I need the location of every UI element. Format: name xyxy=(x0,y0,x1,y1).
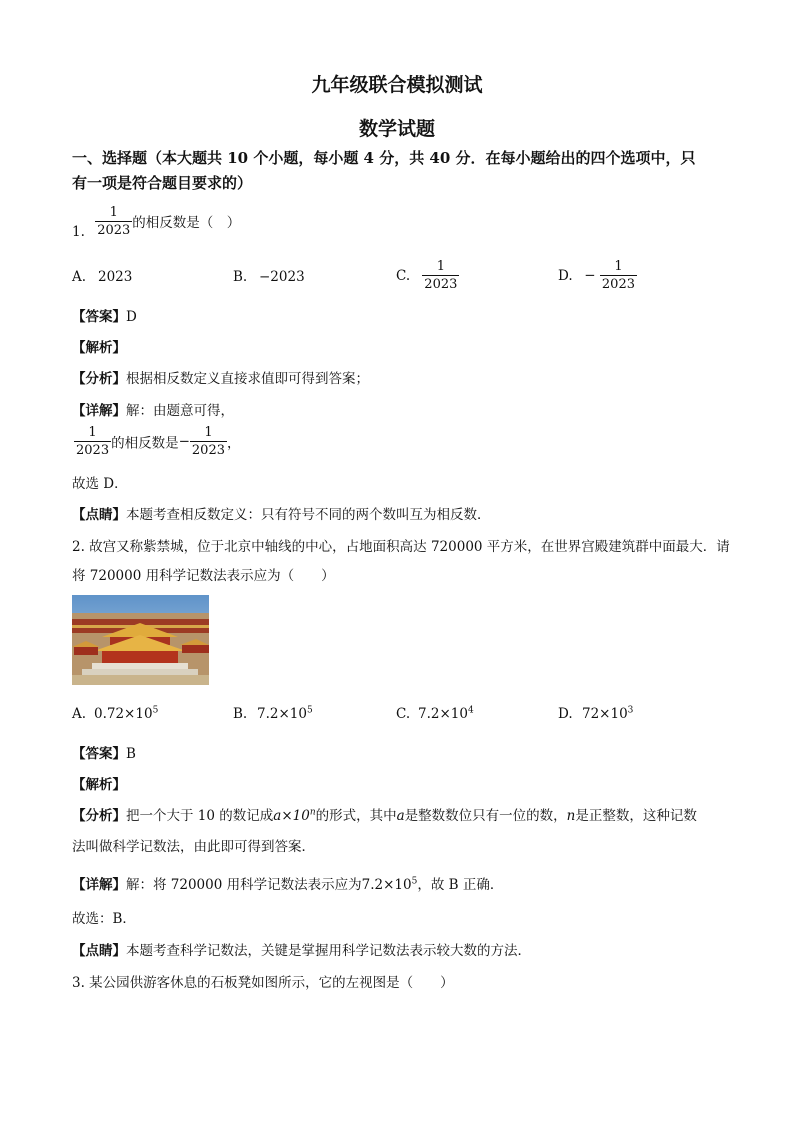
fraction-numerator: 1 xyxy=(614,259,623,274)
page-title: 九年级联合模拟测试 xyxy=(311,74,483,96)
xiangjie-value: 7.2×10 xyxy=(361,877,412,893)
analysis-line xyxy=(72,336,126,356)
option-d xyxy=(558,258,637,293)
fenxi-text: 是整数数位只有一位的数， xyxy=(404,808,567,824)
question-2-stem: 2. 故宫又称紫禁城，位于北京中轴线的中心，占地面积高达 720000 平方米，在世界宫殿建筑群中面最大．请 xyxy=(72,539,730,555)
question-2-stem-cont: 将 720000 用科学记数法表示应为（ ） xyxy=(72,568,335,584)
variable-a: a xyxy=(396,808,405,824)
question-stem-text: 的相反数是（ ） xyxy=(132,215,241,231)
xiangjie-text: 解：由题意可得， xyxy=(126,403,234,419)
option-c xyxy=(396,258,459,293)
fraction-denominator: 2023 xyxy=(191,443,225,458)
analysis-tag: 【解析】 xyxy=(72,777,126,793)
fraction-numerator: 1 xyxy=(436,259,445,274)
analysis-tag: 【解析】 xyxy=(72,340,126,356)
option-letter: C. xyxy=(396,706,411,722)
xiangjie-text: 解：将 720000 用科学记数法表示应为 xyxy=(126,877,362,893)
option-letter: D. xyxy=(558,706,573,722)
fraction-numerator: 1 xyxy=(109,204,118,220)
fenxi-text: 把一个大于 10 的数记成 xyxy=(126,808,274,824)
option-value: −2023 xyxy=(259,269,305,285)
section-heading-cont: 有一项是符合题目要求的） xyxy=(72,174,253,192)
question-number: 1. xyxy=(72,224,85,240)
option-value: 0.72×10 xyxy=(94,706,153,722)
option-value: 72×10 xyxy=(582,706,628,722)
fenxi-formula: a×10 xyxy=(273,808,310,824)
fraction-numerator: 1 xyxy=(204,425,213,440)
option-exponent: 5 xyxy=(152,705,159,716)
calc-line xyxy=(74,424,241,459)
option-letter: B. xyxy=(233,706,248,722)
fraction xyxy=(190,424,227,459)
variable-n: n xyxy=(566,808,576,824)
dianjing-tag: 【点睛】 xyxy=(72,943,126,959)
dianjing-line xyxy=(72,939,531,959)
option-letter: C. xyxy=(396,267,411,284)
fenxi-text: 根据相反数定义直接求值即可得到答案； xyxy=(126,371,369,387)
option-a xyxy=(72,706,158,722)
fraction xyxy=(95,204,132,239)
answer-tag: 【答案】 xyxy=(72,746,126,762)
calc-text: 的相反数是 xyxy=(111,435,179,452)
calc-end: ， xyxy=(227,435,241,452)
question-1-stem xyxy=(72,202,240,240)
fenxi-tag: 【分析】 xyxy=(72,808,126,824)
option-exponent: 3 xyxy=(627,705,634,716)
fenxi-line-cont: 法叫做科学记数法，由此即可得到答案． xyxy=(72,839,315,855)
fraction-denominator: 2023 xyxy=(601,277,635,292)
fraction-denominator: 2023 xyxy=(424,277,458,292)
option-value: 7.2×10 xyxy=(418,706,468,722)
option-d xyxy=(558,706,633,722)
option-c xyxy=(396,706,474,722)
option-letter: B. xyxy=(233,269,248,285)
answer-line xyxy=(72,305,137,325)
xiangjie-line xyxy=(72,399,234,419)
xiangjie-exponent: 5 xyxy=(411,876,418,887)
option-b xyxy=(233,269,305,285)
minus-sign: − xyxy=(178,433,190,450)
fenxi-formula-exponent: n xyxy=(309,807,316,818)
answer-tag: 【答案】 xyxy=(72,309,126,325)
fenxi-line xyxy=(72,367,369,387)
xiangjie-tag: 【详解】 xyxy=(72,877,126,893)
option-a xyxy=(72,269,132,285)
option-letter: D. xyxy=(558,267,573,284)
dianjing-text: 本题考查科学记数法，关键是掌握用科学记数法表示较大数的方法． xyxy=(126,943,531,959)
page-subtitle: 数学试题 xyxy=(358,118,435,140)
option-letter: A. xyxy=(72,706,87,722)
option-b xyxy=(233,706,313,722)
fraction xyxy=(74,424,111,459)
analysis-line xyxy=(72,773,126,793)
answer-value: B xyxy=(126,746,136,762)
option-letter: A. xyxy=(72,269,87,285)
fenxi-tag: 【分析】 xyxy=(72,371,126,387)
dianjing-text: 本题考查相反数定义：只有符号不同的两个数叫互为相反数． xyxy=(126,507,491,523)
fenxi-text: 的形式，其中 xyxy=(315,808,397,824)
option-exponent: 4 xyxy=(467,705,474,716)
option-exponent: 5 xyxy=(306,705,313,716)
option-value: 7.2×10 xyxy=(257,706,307,722)
section-heading: 一、选择题（本大题共 10 个小题，每小题 4 分，共 40 分．在每小题给出的四个选项中，只 xyxy=(72,149,696,167)
forbidden-city-photo xyxy=(72,595,209,685)
fraction-denominator: 2023 xyxy=(97,222,131,238)
fraction-denominator: 2023 xyxy=(76,443,110,458)
dianjing-tag: 【点睛】 xyxy=(72,507,126,523)
minus-sign: − xyxy=(584,267,596,284)
option-value: 2023 xyxy=(98,269,133,285)
question-3-stem: 3. 某公园供游客休息的石板凳如图所示，它的左视图是（ ） xyxy=(72,975,454,991)
fenxi-text: 是正整数，这种记数 xyxy=(575,808,697,824)
fenxi-line xyxy=(72,804,697,824)
fraction-numerator: 1 xyxy=(88,425,97,440)
xiangjie-tag: 【详解】 xyxy=(72,403,126,419)
choose-line: 故选：B． xyxy=(72,911,136,927)
answer-line xyxy=(72,742,136,762)
fraction xyxy=(600,258,637,293)
xiangjie-line xyxy=(72,873,503,893)
dianjing-line xyxy=(72,503,491,523)
choose-line: 故选 D． xyxy=(72,476,128,492)
answer-value: D xyxy=(126,309,137,325)
fraction xyxy=(422,258,459,293)
xiangjie-text: ，故 B 正确． xyxy=(417,877,504,893)
